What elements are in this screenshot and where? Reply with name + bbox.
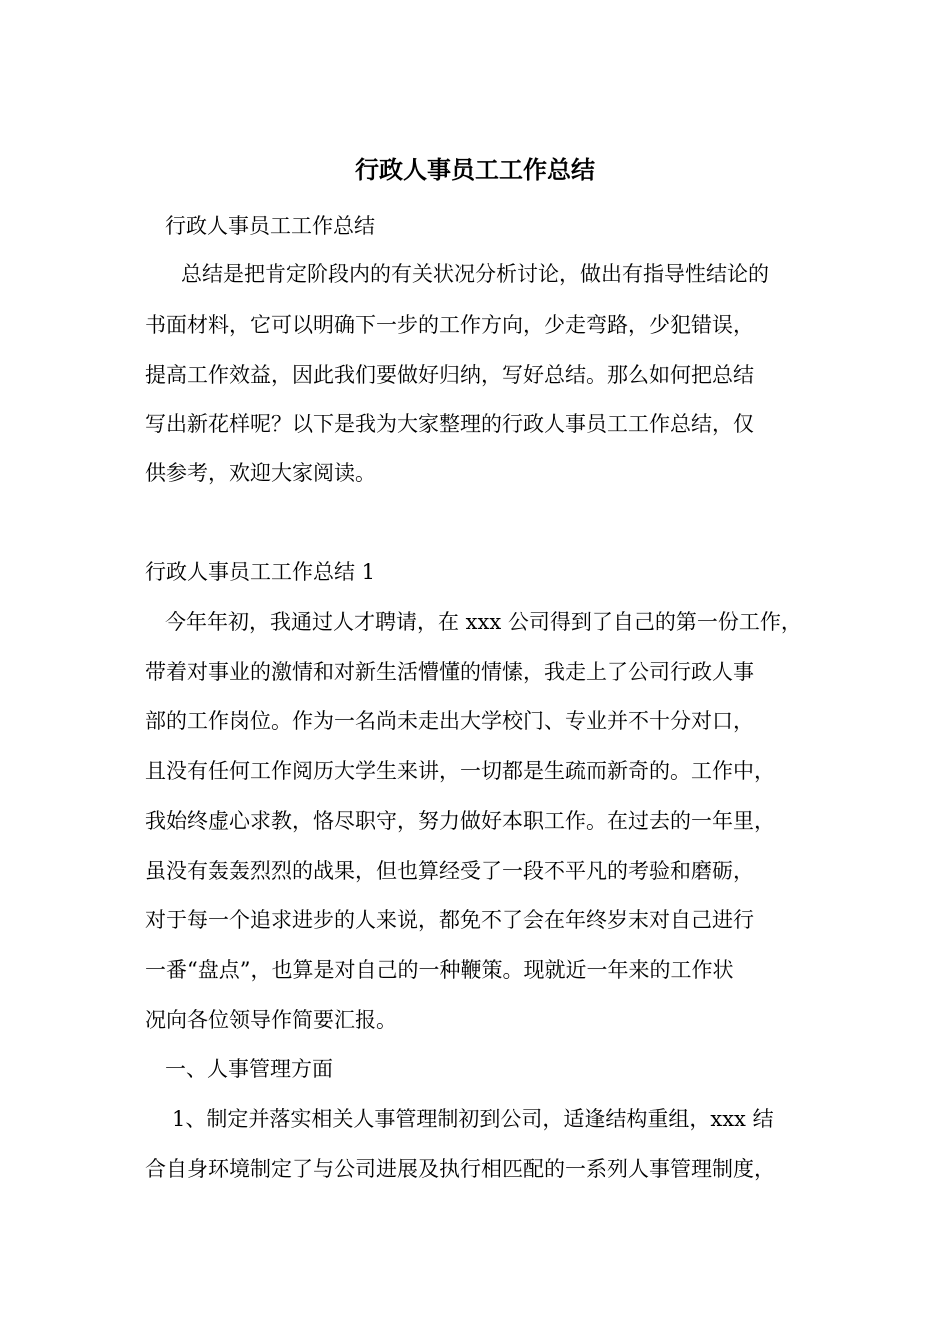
paragraph-line: 我始终虚心求教，恪尽职守，努力做好本职工作。在过去的一年里，: [145, 809, 775, 833]
document-title: 行政人事员工工作总结: [355, 155, 595, 184]
paragraph-line: 供参考，欢迎大家阅读。: [145, 461, 376, 485]
paragraph-line: 合自身环境制定了与公司进展及执行相匹配的一系列人事管理制度，: [145, 1157, 775, 1181]
paragraph-line: 书面材料，它可以明确下一步的工作方向，少走弯路，少犯错误，: [145, 313, 754, 337]
paragraph-line: 1、制定并落实相关人事管理制初到公司，适逢结构重组，xxx 结: [172, 1107, 774, 1131]
paragraph-line: 部的工作岗位。作为一名尚未走出大学校门、专业并不十分对口，: [145, 709, 754, 733]
paragraph-line: 总结是把肯定阶段内的有关状况分析讨论，做出有指导性结论的: [181, 262, 769, 286]
paragraph-line: 提高工作效益，因此我们要做好归纳，写好总结。那么如何把总结: [145, 363, 754, 387]
paragraph-line: 一番“盘点”，也算是对自己的一种鞭策。现就近一年来的工作状: [145, 958, 734, 982]
document-subtitle: 行政人事员工工作总结: [165, 214, 375, 238]
paragraph-line: 虽没有轰轰烈烈的战果，但也算经受了一段不平凡的考验和磨砺，: [145, 859, 754, 883]
paragraph-line: 对于每一个追求进步的人来说，都免不了会在年终岁末对自己进行: [145, 908, 754, 932]
paragraph-line: 带着对事业的激情和对新生活懵懂的情愫，我走上了公司行政人事: [145, 660, 754, 684]
paragraph-line: 况向各位领导作简要汇报。: [145, 1008, 397, 1032]
paragraph-line: 今年年初，我通过人才聘请，在 xxx 公司得到了自己的第一份工作，: [165, 610, 802, 634]
section-heading: 行政人事员工工作总结 1: [145, 560, 376, 584]
paragraph-line: 写出新花样呢？以下是我为大家整理的行政人事员工工作总结，仅: [145, 412, 754, 436]
subheading: 一、人事管理方面: [165, 1057, 333, 1081]
paragraph-line: 且没有任何工作阅历大学生来讲，一切都是生疏而新奇的。工作中，: [145, 759, 775, 783]
